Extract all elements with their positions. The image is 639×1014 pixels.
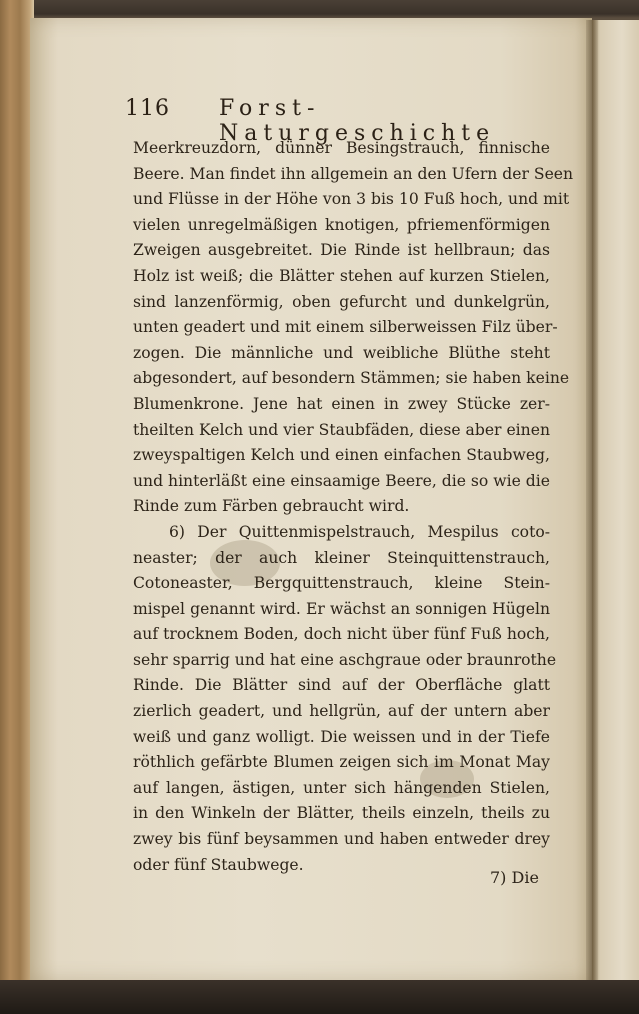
- text-line: zwey bis fünf beysammen und haben entweder drey: [133, 830, 550, 849]
- text-line: auf langen, ästigen, unter sich hängenden Stielen,: [133, 778, 550, 797]
- text-line: röthlich gefärbte Blumen zeigen sich im Monat May: [133, 753, 550, 772]
- text-line: mispel genannt wird. Er wächst an sonnigen Hügeln: [133, 599, 550, 618]
- text-line: 6) Der Quittenmispelstrauch, Mespilus coto-: [169, 522, 550, 541]
- text-line: theilten Kelch und vier Staubfäden, diese aber einen: [133, 420, 550, 439]
- page-header: [125, 96, 545, 146]
- scan-bottom-edge: [0, 980, 639, 1014]
- body-text: [133, 136, 574, 878]
- text-line: Holz ist weiß; die Blätter stehen auf kurzen Stielen,: [133, 266, 550, 285]
- running-title: Forst-Naturgeschichte: [219, 96, 496, 146]
- text-line: unten geadert und mit einem silberweissen Filz über-: [133, 318, 558, 337]
- text-line: Beere. Man findet ihn allgemein an den Ufern der Seen: [133, 164, 574, 183]
- text-line: zierlich geadert, und hellgrün, auf der untern aber: [133, 702, 550, 721]
- text-line: in den Winkeln der Blätter, theils einzeln, theils zu: [133, 804, 550, 823]
- facing-page-edge: [592, 20, 639, 988]
- text-line: sind lanzenförmig, oben gefurcht und dunkelgrün,: [133, 292, 550, 311]
- book-spine: [0, 0, 34, 1014]
- text-line: und hinterläßt eine einsaamige Beere, die so wie die: [133, 471, 550, 490]
- gutter-shadow: [586, 20, 598, 988]
- text-line: oder fünf Staubwege.: [133, 855, 304, 874]
- text-line: Rinde. Die Blätter sind auf der Oberfläche glatt: [133, 676, 550, 695]
- text-line: zweyspaltigen Kelch und einen einfachen Staubweg,: [133, 446, 550, 465]
- text-line: abgesondert, auf besondern Stämmen; sie haben keine: [133, 369, 570, 388]
- text-line: Zweigen ausgebreitet. Die Rinde ist hellbraun; das: [133, 241, 550, 260]
- text-line: Meerkreuzdorn, dünner Besingstrauch, finnische: [133, 139, 550, 157]
- text-line: Rinde zum Färben gebraucht wird.: [133, 497, 410, 516]
- text-line: sehr sparrig und hat eine aschgraue oder braunrothe: [133, 650, 557, 669]
- page-number: 116: [125, 96, 170, 121]
- catchword: 7) Die: [490, 868, 539, 887]
- text-line: Cotoneaster, Bergquittenstrauch, kleine Stein-: [133, 574, 550, 593]
- text-line: zogen. Die männliche und weibliche Blüthe steht: [133, 343, 550, 362]
- text-line: neaster; der auch kleiner Steinquittenstrauch,: [133, 548, 550, 567]
- text-line: Blumenkrone. Jene hat einen in zwey Stücke zer-: [133, 394, 550, 413]
- text-line: auf trocknem Boden, doch nicht über fünf Fuß hoch,: [133, 625, 550, 644]
- text-line: und Flüsse in der Höhe von 3 bis 10 Fuß hoch, und mit: [133, 190, 570, 209]
- text-line: vielen unregelmäßigen knotigen, pfriemenförmigen: [133, 215, 550, 234]
- text-line: weiß und ganz wolligt. Die weissen und in der Tiefe: [133, 727, 550, 746]
